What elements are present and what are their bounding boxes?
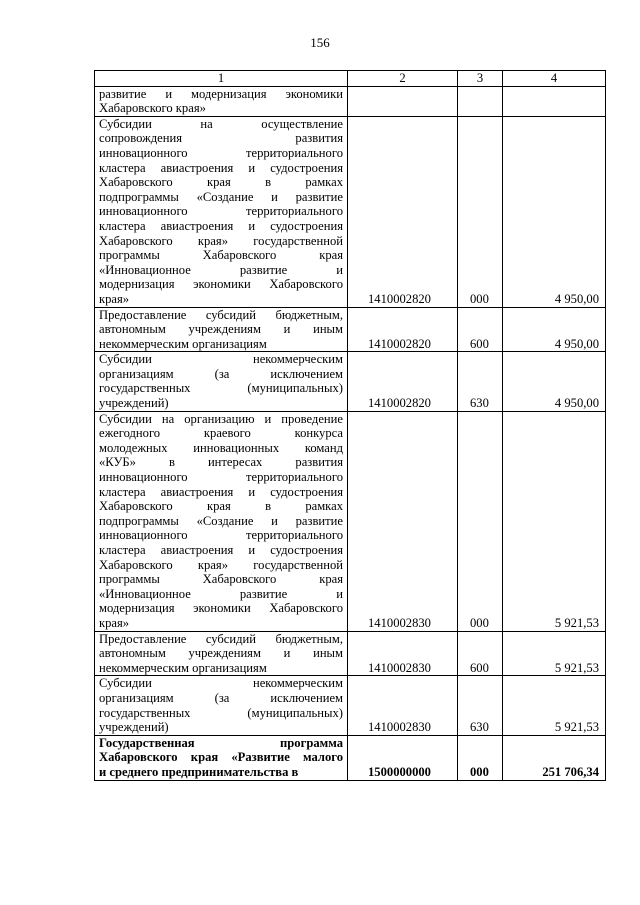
row-expense-type: 000 bbox=[458, 735, 503, 780]
header-col-1: 1 bbox=[95, 71, 348, 87]
row-target-code: 1410002830 bbox=[348, 411, 458, 631]
row-expense-type: 000 bbox=[458, 116, 503, 307]
row-description bbox=[95, 411, 348, 631]
description-line: Субсидии некоммерческим bbox=[99, 352, 343, 367]
description-line: модернизация экономики Хабаровского bbox=[99, 601, 343, 616]
description-line: Субсидии на организацию и проведение bbox=[99, 411, 343, 426]
description-line: подпрограммы «Создание и развитие bbox=[99, 189, 343, 204]
row-expense-type: 600 bbox=[458, 307, 503, 352]
description-line: кластера авиастроения и судостроения bbox=[99, 543, 343, 557]
description-line: Государственная программа bbox=[99, 735, 343, 750]
description-line: и среднего предпринимательства в bbox=[99, 764, 299, 779]
row-description bbox=[95, 86, 348, 116]
description-line: ежегодного краевого конкурса bbox=[99, 426, 343, 441]
row-description bbox=[95, 352, 348, 411]
description-line: модернизация экономики Хабаровского bbox=[99, 277, 343, 292]
description-line: программы Хабаровского края bbox=[99, 248, 343, 263]
row-amount bbox=[503, 86, 606, 116]
description-line: Субсидии на осуществление bbox=[99, 116, 343, 131]
row-amount: 4 950,00 bbox=[503, 307, 606, 352]
description-line: инновационного территориального bbox=[99, 470, 343, 485]
row-target-code: 1410002820 bbox=[348, 352, 458, 411]
description-line: организациям (за исключением bbox=[99, 690, 343, 705]
description-line: кластера авиастроения и судостроения bbox=[99, 484, 343, 499]
description-line: Субсидии некоммерческим bbox=[99, 676, 343, 691]
header-col-4: 4 bbox=[503, 71, 606, 87]
description-line: учреждений) bbox=[99, 396, 169, 411]
row-target-code: 1410002820 bbox=[348, 307, 458, 352]
description-line: программы Хабаровского края bbox=[99, 572, 343, 587]
description-line: Хабаровского края «Развитие малого bbox=[99, 750, 343, 765]
header-col-2: 2 bbox=[348, 71, 458, 87]
description-line: некоммерческим организациям bbox=[99, 660, 267, 675]
row-description bbox=[95, 631, 348, 676]
description-line: Хабаровского края в рамках bbox=[99, 175, 343, 190]
page-number: 156 bbox=[310, 35, 330, 50]
description-line: «Инновационное развитие и bbox=[99, 262, 343, 277]
row-target-code: 1410002830 bbox=[348, 676, 458, 735]
row-amount: 251 706,34 bbox=[503, 735, 606, 780]
row-target-code bbox=[348, 86, 458, 116]
table-row bbox=[95, 86, 606, 116]
row-amount: 5 921,53 bbox=[503, 631, 606, 676]
description-line: некоммерческим организациям bbox=[99, 336, 267, 351]
row-expense-type: 630 bbox=[458, 352, 503, 411]
row-expense-type: 000 bbox=[458, 411, 503, 631]
description-line: Хабаровского края» bbox=[99, 101, 206, 116]
description-line: учреждений) bbox=[99, 720, 169, 735]
description-line: Предоставление субсидий бюджетным, bbox=[99, 631, 343, 646]
description-line: Хабаровского края» государственной bbox=[99, 557, 343, 572]
description-line: сопровождения развития bbox=[99, 131, 343, 146]
description-line: кластера авиастроения и судостроения bbox=[99, 160, 343, 175]
row-amount: 4 950,00 bbox=[503, 352, 606, 411]
description-line: края» bbox=[99, 615, 130, 630]
row-description bbox=[95, 116, 348, 307]
description-line: подпрограммы «Создание и развитие bbox=[99, 513, 343, 528]
description-line: государственных (муниципальных) bbox=[99, 705, 343, 720]
budget-table bbox=[94, 70, 606, 781]
description-line: Предоставление субсидий бюджетным, bbox=[99, 307, 343, 322]
row-target-code: 1410002830 bbox=[348, 631, 458, 676]
row-description bbox=[95, 307, 348, 352]
description-line: развитие и модернизация экономики bbox=[99, 86, 343, 101]
description-line: молодежных инновационных команд bbox=[99, 440, 343, 455]
row-target-code: 1500000000 bbox=[348, 735, 458, 780]
table-row bbox=[95, 631, 606, 676]
description-line: кластера авиастроения и судостроения bbox=[99, 218, 343, 233]
table-row bbox=[95, 676, 606, 735]
table-body bbox=[95, 71, 606, 781]
description-line: Хабаровского края» государственной bbox=[99, 233, 343, 248]
description-line: инновационного территориального bbox=[99, 528, 343, 543]
description-line: организациям (за исключением bbox=[99, 366, 343, 381]
description-line: края» bbox=[99, 291, 130, 306]
description-line: инновационного территориального bbox=[99, 204, 343, 219]
row-amount: 5 921,53 bbox=[503, 411, 606, 631]
table-row bbox=[95, 116, 606, 307]
description-line: автономным учреждениям и иным bbox=[99, 646, 343, 661]
row-expense-type: 630 bbox=[458, 676, 503, 735]
description-line: «КУБ» в интересах развития bbox=[99, 455, 343, 470]
description-line: инновационного территориального bbox=[99, 145, 343, 160]
table-row bbox=[95, 307, 606, 352]
description-line: «Инновационное развитие и bbox=[99, 586, 343, 601]
row-description bbox=[95, 735, 348, 780]
header-col-3: 3 bbox=[458, 71, 503, 87]
row-description bbox=[95, 676, 348, 735]
description-line: Хабаровского края в рамках bbox=[99, 499, 343, 514]
description-line: государственных (муниципальных) bbox=[99, 381, 343, 396]
description-line: автономным учреждениям и иным bbox=[99, 322, 343, 337]
row-amount: 4 950,00 bbox=[503, 116, 606, 307]
table-row bbox=[95, 352, 606, 411]
row-target-code: 1410002820 bbox=[348, 116, 458, 307]
row-expense-type: 600 bbox=[458, 631, 503, 676]
row-amount: 5 921,53 bbox=[503, 676, 606, 735]
table-row bbox=[95, 735, 606, 780]
row-expense-type bbox=[458, 86, 503, 116]
header-row bbox=[95, 71, 606, 87]
table-row bbox=[95, 411, 606, 631]
